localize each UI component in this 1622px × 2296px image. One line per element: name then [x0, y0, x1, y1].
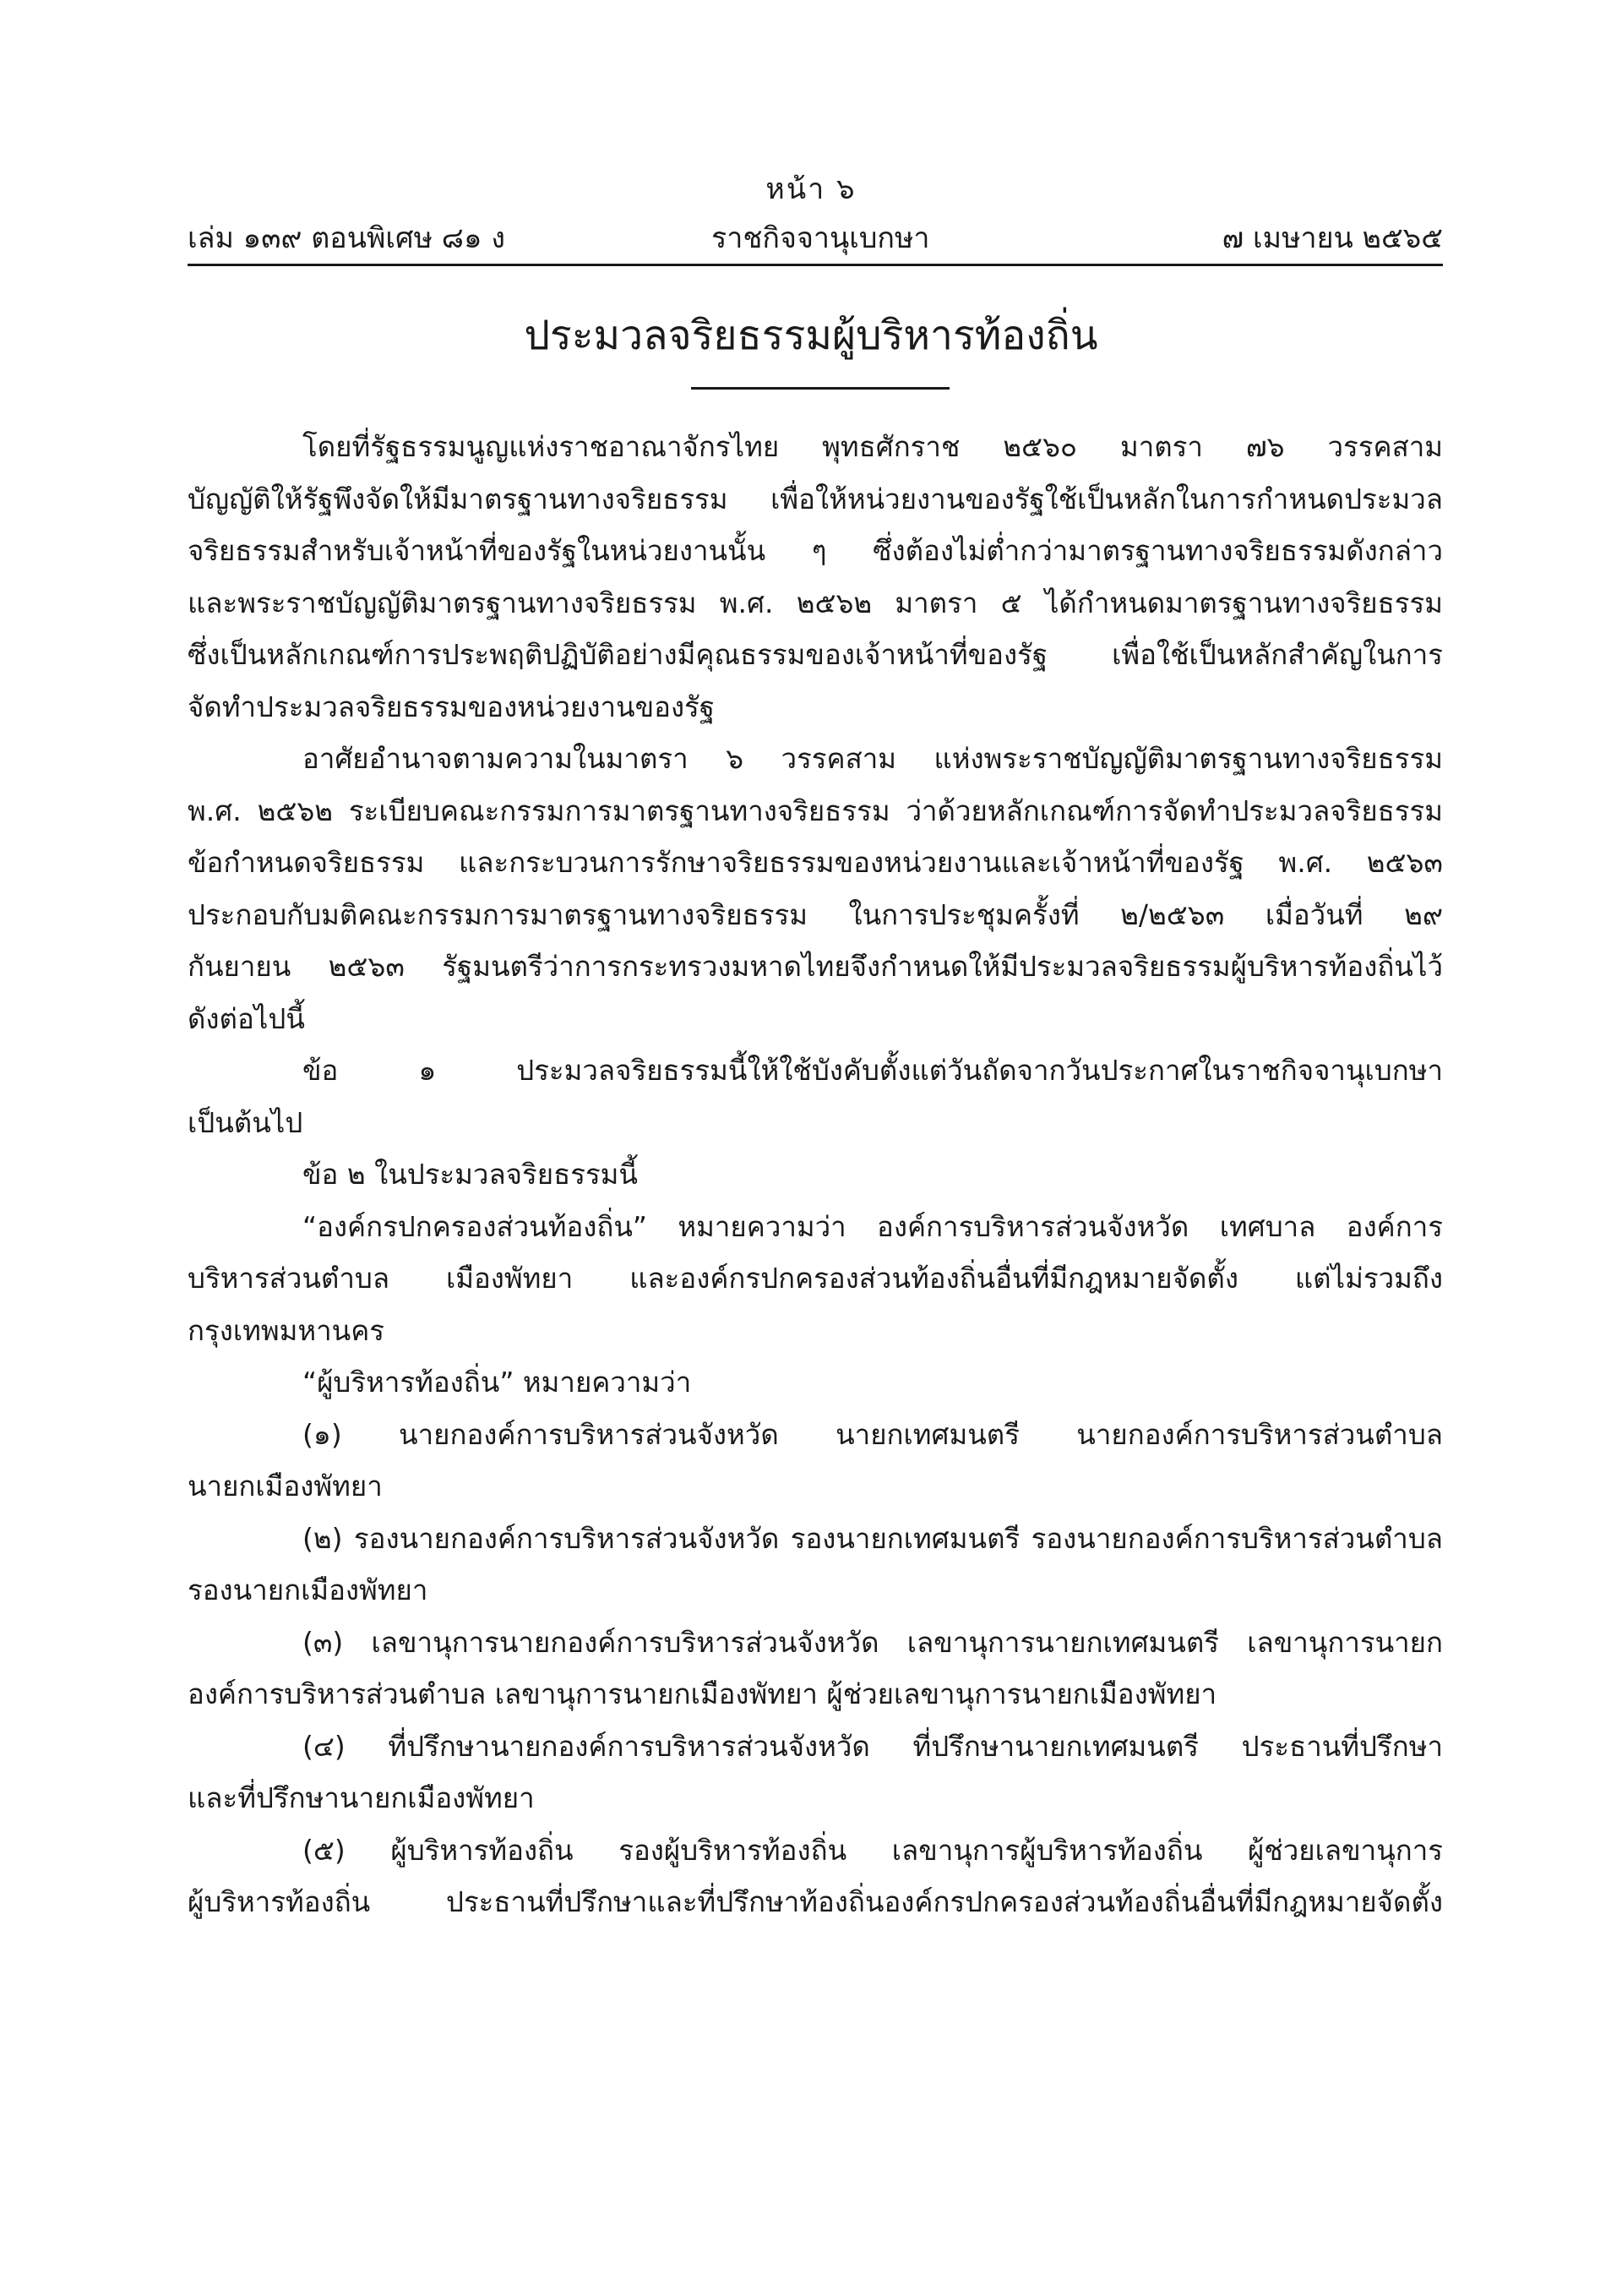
body-line: พ.ศ. ๒๕๖๒ ระเบียบคณะกรรมการมาตรฐานทางจริยธรรม ว่าด้วยหลักเกณฑ์การจัดทำประมวลจริยธรรม [188, 794, 1443, 827]
body-line: ซึ่งเป็นหลักเกณฑ์การประพฤติปฏิบัติอย่างมีคุณธรรมของเจ้าหน้าที่ของรัฐ เพื่อใช้เป็นหลักสำคัญในการ [188, 638, 1443, 671]
body-line: องค์การบริหารส่วนตำบล เลขานุการนายกเมืองพัทยา ผู้ช่วยเลขานุการนายกเมืองพัทยา [188, 1677, 1217, 1710]
body-line: ข้อ ๒ ในประมวลจริยธรรมนี้ [302, 1158, 638, 1191]
document-title: ประมวลจริยธรรมผู้บริหารท้องถิ่น [524, 312, 1098, 359]
gazette-date: ๗ เมษายน ๒๕๖๕ [1222, 221, 1443, 255]
body-line: ผู้บริหารท้องถิ่น ประธานที่ปรึกษาและที่ปรึกษาท้องถิ่นองค์กรปกครองส่วนท้องถิ่นอื่นที่มีกฎหมายจัดตั้ง [188, 1885, 1443, 1918]
body-line: ข้อ ๑ ประมวลจริยธรรมนี้ให้ใช้บังคับตั้งแต่วันถัดจากวันประกาศในราชกิจจานุเบกษา [302, 1054, 1443, 1087]
body-line: และพระราชบัญญัติมาตรฐานทางจริยธรรม พ.ศ. ๒๕๖๒ มาตรา ๕ ได้กำหนดมาตรฐานทางจริยธรรม [188, 586, 1443, 619]
body-line: ประกอบกับมติคณะกรรมการมาตรฐานทางจริยธรรม ในการประชุมครั้งที่ ๒/๒๕๖๓ เมื่อวันที่ ๒๙ [188, 897, 1443, 931]
title-divider [691, 387, 950, 390]
gazette-volume: เล่ม ๑๓๙ ตอนพิเศษ ๘๑ ง [188, 221, 506, 255]
gazette-publication: ราชกิจจานุเบกษา [711, 221, 930, 255]
body-line: กรุงเทพมหานคร [188, 1313, 384, 1347]
body-line: (๒) รองนายกองค์การบริหารส่วนจังหวัด รองนายกเทศมนตรี รองนายกองค์การบริหารส่วนตำบล [302, 1521, 1443, 1555]
body-line: (๕) ผู้บริหารท้องถิ่น รองผู้บริหารท้องถิ่น เลขานุการผู้บริหารท้องถิ่น ผู้ช่วยเลขานุการ [302, 1833, 1443, 1867]
body-line: กันยายน ๒๕๖๓ รัฐมนตรีว่าการกระทรวงมหาดไทยจึงกำหนดให้มีประมวลจริยธรรมผู้บริหารท้องถิ่นไว้ [188, 950, 1443, 983]
body-line: และที่ปรึกษานายกเมืองพัทยา [188, 1781, 535, 1814]
page-number: หน้า ๖ [765, 172, 857, 206]
body-line: เป็นต้นไป [188, 1105, 303, 1139]
header-divider [188, 264, 1443, 266]
body-line: อาศัยอำนาจตามความในมาตรา ๖ วรรคสาม แห่งพระราชบัญญัติมาตรฐานทางจริยธรรม [302, 742, 1443, 775]
body-line: โดยที่รัฐธรรมนูญแห่งราชอาณาจักรไทย พุทธศักราช ๒๕๖๐ มาตรา ๗๖ วรรคสาม [302, 430, 1443, 463]
body-line: “ผู้บริหารท้องถิ่น” หมายความว่า [302, 1366, 692, 1399]
body-line: จริยธรรมสำหรับเจ้าหน้าที่ของรัฐในหน่วยงานนั้น ๆ ซึ่งต้องไม่ต่ำกว่ามาตรฐานทางจริยธรรมดังกล่าว [188, 534, 1443, 567]
body-line: “องค์กรปกครองส่วนท้องถิ่น” หมายความว่า องค์การบริหารส่วนจังหวัด เทศบาล องค์การ [302, 1209, 1443, 1243]
body-line: รองนายกเมืองพัทยา [188, 1573, 428, 1606]
document-body [188, 421, 1443, 1928]
gazette-header [188, 215, 1443, 257]
body-line: จัดทำประมวลจริยธรรมของหน่วยงานของรัฐ [188, 690, 715, 723]
body-line: ดังต่อไปนี้ [188, 1001, 305, 1035]
body-line: (๑) นายกองค์การบริหารส่วนจังหวัด นายกเทศมนตรี นายกองค์การบริหารส่วนตำบล [302, 1417, 1443, 1451]
body-line: นายกเมืองพัทยา [188, 1470, 383, 1502]
body-line: ข้อกำหนดจริยธรรม และกระบวนการรักษาจริยธรรมของหน่วยงานและเจ้าหน้าที่ของรัฐ พ.ศ. ๒๕๖๓ [188, 846, 1443, 879]
body-line: บัญญัติให้รัฐพึงจัดให้มีมาตรฐานทางจริยธรรม เพื่อให้หน่วยงานของรัฐใช้เป็นหลักในการกำหนดประมวล [188, 482, 1443, 515]
body-line: (๔) ที่ปรึกษานายกองค์การบริหารส่วนจังหวัด ที่ปรึกษานายกเทศมนตรี ประธานที่ปรึกษา [302, 1729, 1443, 1763]
body-line: บริหารส่วนตำบล เมืองพัทยา และองค์กรปกครองส่วนท้องถิ่นอื่นที่มีกฎหมายจัดตั้ง แต่ไม่รวมถึง [188, 1262, 1443, 1295]
body-line: (๓) เลขานุการนายกองค์การบริหารส่วนจังหวัด เลขานุการนายกเทศมนตรี เลขานุการนายก [302, 1625, 1443, 1659]
